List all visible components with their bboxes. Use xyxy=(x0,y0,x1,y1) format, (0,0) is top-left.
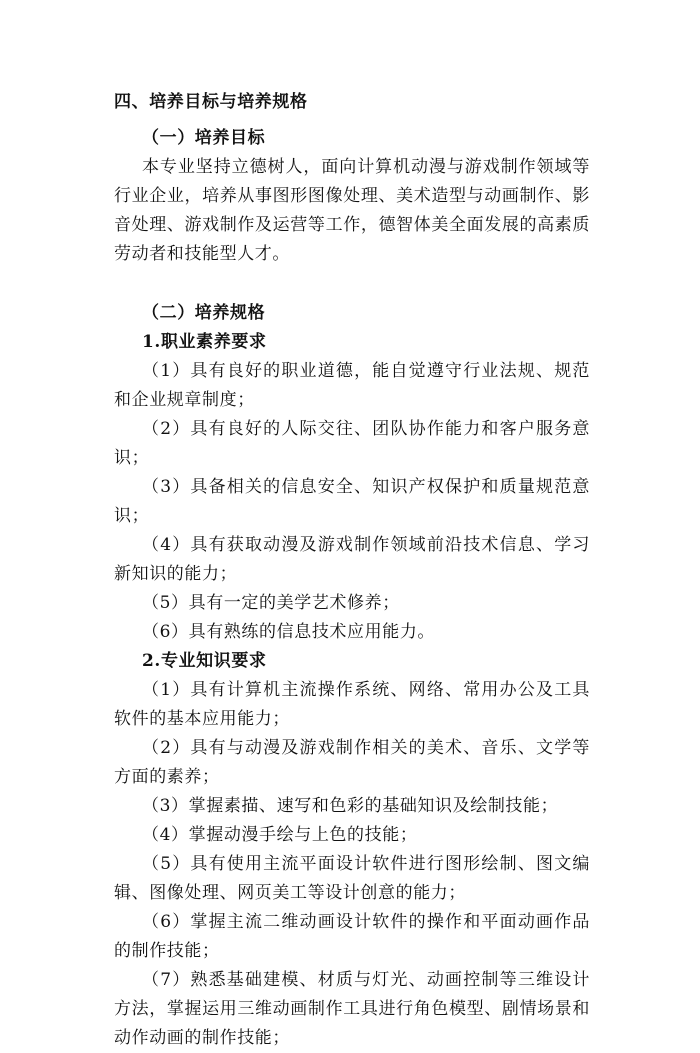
knowledge-item-7: （7）熟悉基础建模、材质与灯光、动画控制等三维设计方法，掌握运用三维动画制作工具进行角色模型、剧情场景和动作动画的制作技能； xyxy=(114,970,590,1048)
quality-item-2: （2）具有良好的人际交往、团队协作能力和客户服务意识； xyxy=(114,419,590,468)
knowledge-item-3: （3）掌握素描、速写和色彩的基础知识及绘制技能； xyxy=(142,796,559,816)
spacer xyxy=(114,269,590,299)
spec-heading: （二）培养规格 xyxy=(142,303,266,323)
knowledge-item-4: （4）掌握动漫手绘与上色的技能； xyxy=(142,825,418,845)
goal-paragraph: 本专业坚持立德树人，面向计算机动漫与游戏制作领域等行业企业，培养从事图形图像处理、美术造型与动画制作、影音处理、游戏制作及运营等工作，德智体美全面发展的高素质劳动者和技能型人才。 xyxy=(114,157,590,264)
section-title: 四、培养目标与培养规格 xyxy=(114,92,308,112)
quality-heading: 1.职业素养要求 xyxy=(142,332,267,352)
quality-item-5: （5）具有一定的美学艺术修养； xyxy=(142,593,400,613)
quality-item-4: （4）具有获取动漫及游戏制作领域前沿技术信息、学习新知识的能力； xyxy=(114,535,590,584)
knowledge-item-6: （6）掌握主流二维动画设计软件的操作和平面动画作品的制作技能； xyxy=(114,912,590,961)
quality-item-6: （6）具有熟练的信息技术应用能力。 xyxy=(142,622,436,642)
knowledge-heading: 2.专业知识要求 xyxy=(142,651,267,671)
spacer xyxy=(114,117,590,124)
document-body xyxy=(114,88,590,1053)
quality-item-3: （3）具备相关的信息安全、知识产权保护和质量规范意识； xyxy=(114,477,590,526)
knowledge-item-5: （5）具有使用主流平面设计软件进行图形绘制、图文编辑、图像处理、网页美工等设计创意的能力； xyxy=(114,854,590,903)
knowledge-item-2: （2）具有与动漫及游戏制作相关的美术、音乐、文学等方面的素养； xyxy=(114,738,590,787)
knowledge-item-1: （1）具有计算机主流操作系统、网络、常用办公及工具软件的基本应用能力； xyxy=(114,680,590,729)
goal-heading: （一）培养目标 xyxy=(142,128,266,148)
quality-item-1: （1）具有良好的职业道德，能自觉遵守行业法规、规范和企业规章制度； xyxy=(114,361,590,410)
